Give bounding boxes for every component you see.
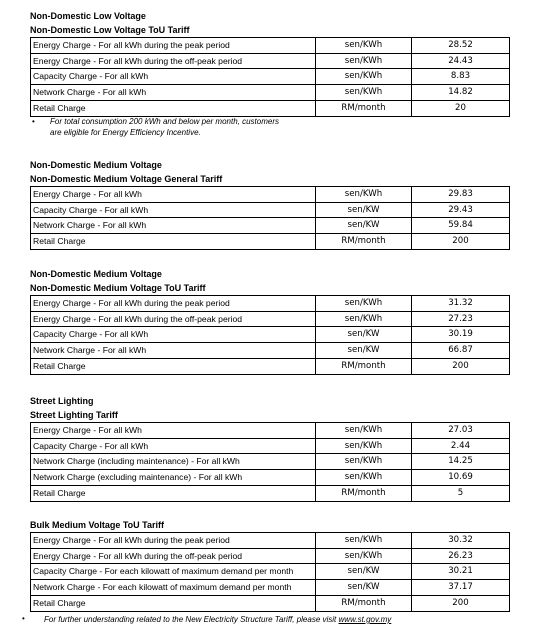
website-link[interactable]: www.st.gov.my	[338, 615, 392, 624]
table-row	[31, 595, 510, 611]
tariff-table	[30, 186, 510, 250]
row-value: 5	[412, 485, 510, 501]
table-row	[31, 234, 510, 250]
table-row	[31, 580, 510, 596]
tariff-table	[30, 37, 510, 117]
row-label: Network Charge - For all kWh	[31, 343, 316, 359]
table-row	[31, 533, 510, 549]
section-title: Non-Domestic Medium Voltage	[30, 160, 162, 170]
row-value: 31.32	[412, 296, 510, 312]
table-row	[31, 470, 510, 486]
row-unit: sen/KWh	[316, 423, 412, 439]
row-unit: sen/KW	[316, 218, 412, 234]
row-label: Network Charge (including maintenance) - For all kWh	[31, 454, 316, 470]
row-unit: sen/KWh	[316, 470, 412, 486]
section-subtitle: Street Lighting Tariff	[30, 410, 118, 420]
section-subtitle: Bulk Medium Voltage ToU Tariff	[30, 520, 165, 530]
row-value: 24.43	[412, 53, 510, 69]
section-subtitle: Non-Domestic Medium Voltage ToU Tariff	[30, 283, 206, 293]
table-row	[31, 343, 510, 359]
row-value: 59.84	[412, 218, 510, 234]
row-unit: RM/month	[316, 100, 412, 116]
row-label: Capacity Charge - For all kWh	[31, 202, 316, 218]
row-label: Network Charge - For all kWh	[31, 85, 316, 101]
row-unit: sen/KW	[316, 580, 412, 596]
row-value: 30.19	[412, 327, 510, 343]
row-unit: sen/KW	[316, 327, 412, 343]
row-label: Energy Charge - For all kWh during the peak period	[31, 533, 316, 549]
row-value: 66.87	[412, 343, 510, 359]
row-value: 29.43	[412, 202, 510, 218]
table-row	[31, 38, 510, 54]
section-title: Non-Domestic Medium Voltage	[30, 269, 162, 279]
table-row	[31, 202, 510, 218]
note-line: For total consumption 200 kWh and below per month, customers	[50, 117, 279, 126]
section-title: Street Lighting	[30, 396, 94, 406]
row-unit: RM/month	[316, 485, 412, 501]
row-value: 200	[412, 595, 510, 611]
section-bulk-medium-voltage	[30, 518, 510, 612]
section-subtitle: Non-Domestic Medium Voltage General Tariff	[30, 174, 223, 184]
footer-note	[44, 614, 524, 625]
table-row	[31, 564, 510, 580]
table-row	[31, 296, 510, 312]
row-value: 8.83	[412, 69, 510, 85]
row-unit: sen/KW	[316, 202, 412, 218]
row-value: 27.23	[412, 311, 510, 327]
tariff-table	[30, 295, 510, 375]
row-label: Energy Charge - For all kWh	[31, 187, 316, 203]
row-label: Energy Charge - For all kWh during the off-peak period	[31, 53, 316, 69]
row-label: Retail Charge	[31, 485, 316, 501]
row-label: Retail Charge	[31, 595, 316, 611]
table-row	[31, 218, 510, 234]
row-value: 14.82	[412, 85, 510, 101]
row-value: 10.69	[412, 470, 510, 486]
row-label: Retail Charge	[31, 358, 316, 374]
section-title: Non-Domestic Low Voltage	[30, 11, 146, 21]
row-value: 29.83	[412, 187, 510, 203]
row-label: Capacity Charge - For each kilowatt of maximum demand per month	[31, 564, 316, 580]
tariff-table	[30, 532, 510, 612]
row-unit: sen/KWh	[316, 548, 412, 564]
row-label: Network Charge (excluding maintenance) - For all kWh	[31, 470, 316, 486]
row-label: Capacity Charge - For all kWh	[31, 327, 316, 343]
table-row	[31, 548, 510, 564]
footer-text: For further understanding related to the New Electricity Structure Tariff, please visit	[44, 615, 339, 624]
eligibility-note	[50, 116, 350, 138]
bullet-icon: •	[22, 614, 25, 623]
row-unit: sen/KW	[316, 564, 412, 580]
row-label: Energy Charge - For all kWh during the peak period	[31, 38, 316, 54]
bullet-icon: •	[32, 117, 35, 126]
row-label: Energy Charge - For all kWh during the off-peak period	[31, 311, 316, 327]
row-unit: sen/KWh	[316, 38, 412, 54]
row-unit: sen/KWh	[316, 454, 412, 470]
row-unit: RM/month	[316, 234, 412, 250]
table-row	[31, 423, 510, 439]
row-unit: sen/KWh	[316, 69, 412, 85]
section-non-domestic-low-voltage	[30, 9, 510, 117]
row-unit: RM/month	[316, 358, 412, 374]
row-value: 37.17	[412, 580, 510, 596]
table-row	[31, 485, 510, 501]
note-line: are eligible for Energy Efficiency Incentive.	[50, 128, 201, 137]
row-value: 2.44	[412, 438, 510, 454]
row-value: 200	[412, 358, 510, 374]
row-unit: sen/KWh	[316, 438, 412, 454]
row-unit: sen/KWh	[316, 85, 412, 101]
row-value: 30.21	[412, 564, 510, 580]
row-label: Energy Charge - For all kWh during the off-peak period	[31, 548, 316, 564]
row-label: Network Charge - For each kilowatt of maximum demand per month	[31, 580, 316, 596]
row-label: Energy Charge - For all kWh	[31, 423, 316, 439]
row-value: 28.52	[412, 38, 510, 54]
row-value: 27.03	[412, 423, 510, 439]
row-value: 200	[412, 234, 510, 250]
table-row	[31, 438, 510, 454]
row-label: Capacity Charge - For all kWh	[31, 69, 316, 85]
table-row	[31, 53, 510, 69]
row-label: Retail Charge	[31, 234, 316, 250]
table-row	[31, 85, 510, 101]
section-non-domestic-medium-voltage-general	[30, 158, 510, 250]
table-row	[31, 454, 510, 470]
table-row	[31, 100, 510, 116]
row-label: Energy Charge - For all kWh during the peak period	[31, 296, 316, 312]
tariff-table	[30, 422, 510, 502]
row-value: 26.23	[412, 548, 510, 564]
table-row	[31, 327, 510, 343]
section-non-domestic-medium-voltage-tou	[30, 267, 510, 375]
row-unit: RM/month	[316, 595, 412, 611]
row-label: Network Charge - For all kWh	[31, 218, 316, 234]
row-unit: sen/KWh	[316, 187, 412, 203]
row-unit: sen/KWh	[316, 533, 412, 549]
row-value: 14.25	[412, 454, 510, 470]
table-row	[31, 69, 510, 85]
row-unit: sen/KWh	[316, 311, 412, 327]
row-label: Capacity Charge - For all kWh	[31, 438, 316, 454]
section-street-lighting	[30, 394, 510, 502]
table-row	[31, 311, 510, 327]
row-value: 20	[412, 100, 510, 116]
row-label: Retail Charge	[31, 100, 316, 116]
table-row	[31, 358, 510, 374]
row-unit: sen/KWh	[316, 53, 412, 69]
row-unit: sen/KW	[316, 343, 412, 359]
row-unit: sen/KWh	[316, 296, 412, 312]
row-value: 30.32	[412, 533, 510, 549]
section-subtitle: Non-Domestic Low Voltage ToU Tariff	[30, 25, 190, 35]
table-row	[31, 187, 510, 203]
